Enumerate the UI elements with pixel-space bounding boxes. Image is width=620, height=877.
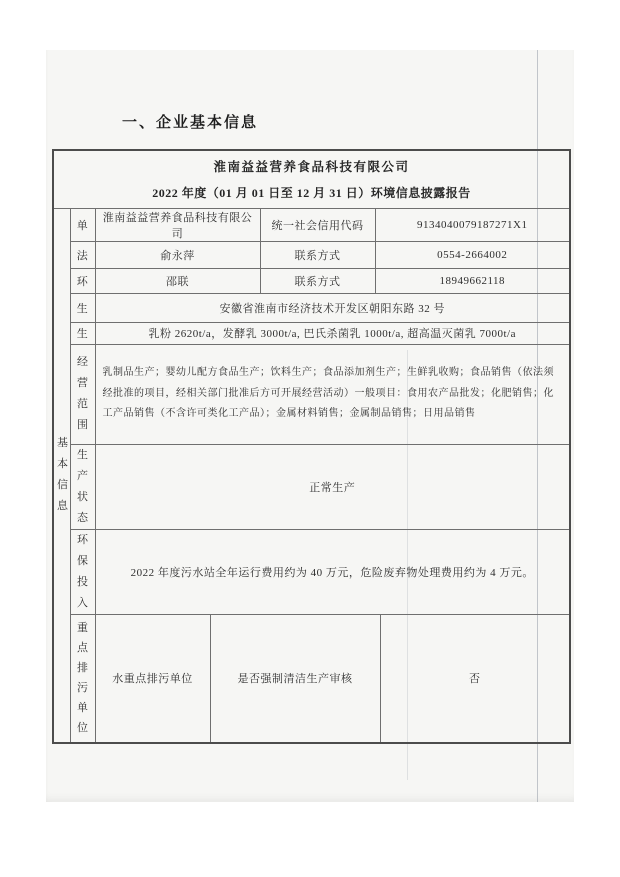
scope-value: 乳制品生产；婴幼儿配方食品生产；饮料生产；食品添加剂生产；生鲜乳收购；食品销售（依法须经批准的项目，经相关部门批准后方可开展经营活动）一般项目：食用农产品批发；化肥销售；化工产品销售（不含许可类化工产品）；金属材料销售；金属制品销售；日用品销售	[95, 344, 570, 444]
row-pollutant	[53, 614, 570, 743]
credit-code-value: 9134040079187271X1	[375, 208, 570, 241]
row-address	[53, 293, 570, 322]
status-value: 正常生产	[95, 444, 570, 529]
scope-label-cell	[70, 344, 95, 444]
side-label: 基本信息	[57, 437, 68, 513]
legal-person-value: 俞永萍	[95, 241, 260, 268]
report-title-cell	[53, 150, 570, 208]
row-env	[53, 268, 570, 293]
investment-label: 环保投入	[77, 533, 88, 609]
pollutant-label: 重点排污单位	[77, 622, 88, 735]
table-title-row	[53, 150, 570, 208]
row-address-label: 生	[70, 293, 95, 322]
pollutant-label-cell	[70, 614, 95, 743]
credit-code-label: 统一社会信用代码	[260, 208, 375, 241]
legal-contact-label: 联系方式	[260, 241, 375, 268]
pollutant-type-value: 水重点排污单位	[95, 614, 210, 743]
section-heading: 一、企业基本信息	[122, 115, 259, 131]
row-legal	[53, 241, 570, 268]
status-label: 生产状态	[77, 448, 88, 524]
row-status	[53, 444, 570, 529]
row-products	[53, 322, 570, 344]
products-value: 乳粉 2620t/a，发酵乳 3000t/a, 巴氏杀菌乳 1000t/a, 超高温灭菌乳 7000t/a	[95, 322, 570, 344]
clean-audit-label: 是否强制清洁生产审核	[210, 614, 380, 743]
company-name-value: 淮南益益营养食品科技有限公司	[95, 208, 260, 241]
side-label-cell	[53, 208, 70, 743]
report-company-title: 淮南益益营养食品科技有限公司	[213, 160, 410, 175]
report-period-title: 2022 年度（01 月 01 日至 12 月 31 日）环境信息披露报告	[152, 186, 471, 201]
env-person-value: 邵联	[95, 268, 260, 293]
clean-audit-value: 否	[380, 614, 570, 743]
env-contact-label: 联系方式	[260, 268, 375, 293]
status-label-cell	[70, 444, 95, 529]
investment-value: 2022 年度污水站全年运行费用约为 40 万元，危险废弃物处理费用约为 4 万元。	[95, 529, 570, 614]
row-investment	[53, 529, 570, 614]
legal-contact-value: 0554-2664002	[375, 241, 570, 268]
row-legal-label: 法	[70, 241, 95, 268]
row-scope	[53, 344, 570, 444]
row-unit-label: 单	[70, 208, 95, 241]
scope-label: 经营范围	[77, 356, 88, 431]
basic-info-table	[52, 149, 571, 744]
investment-label-cell	[70, 529, 95, 614]
env-contact-value: 18949662118	[375, 268, 570, 293]
address-value: 安徽省淮南市经济技术开发区朝阳东路 32 号	[95, 293, 570, 322]
row-products-label: 生	[70, 322, 95, 344]
row-env-label: 环	[70, 268, 95, 293]
scanned-paper	[46, 50, 574, 802]
row-unit	[53, 208, 570, 241]
